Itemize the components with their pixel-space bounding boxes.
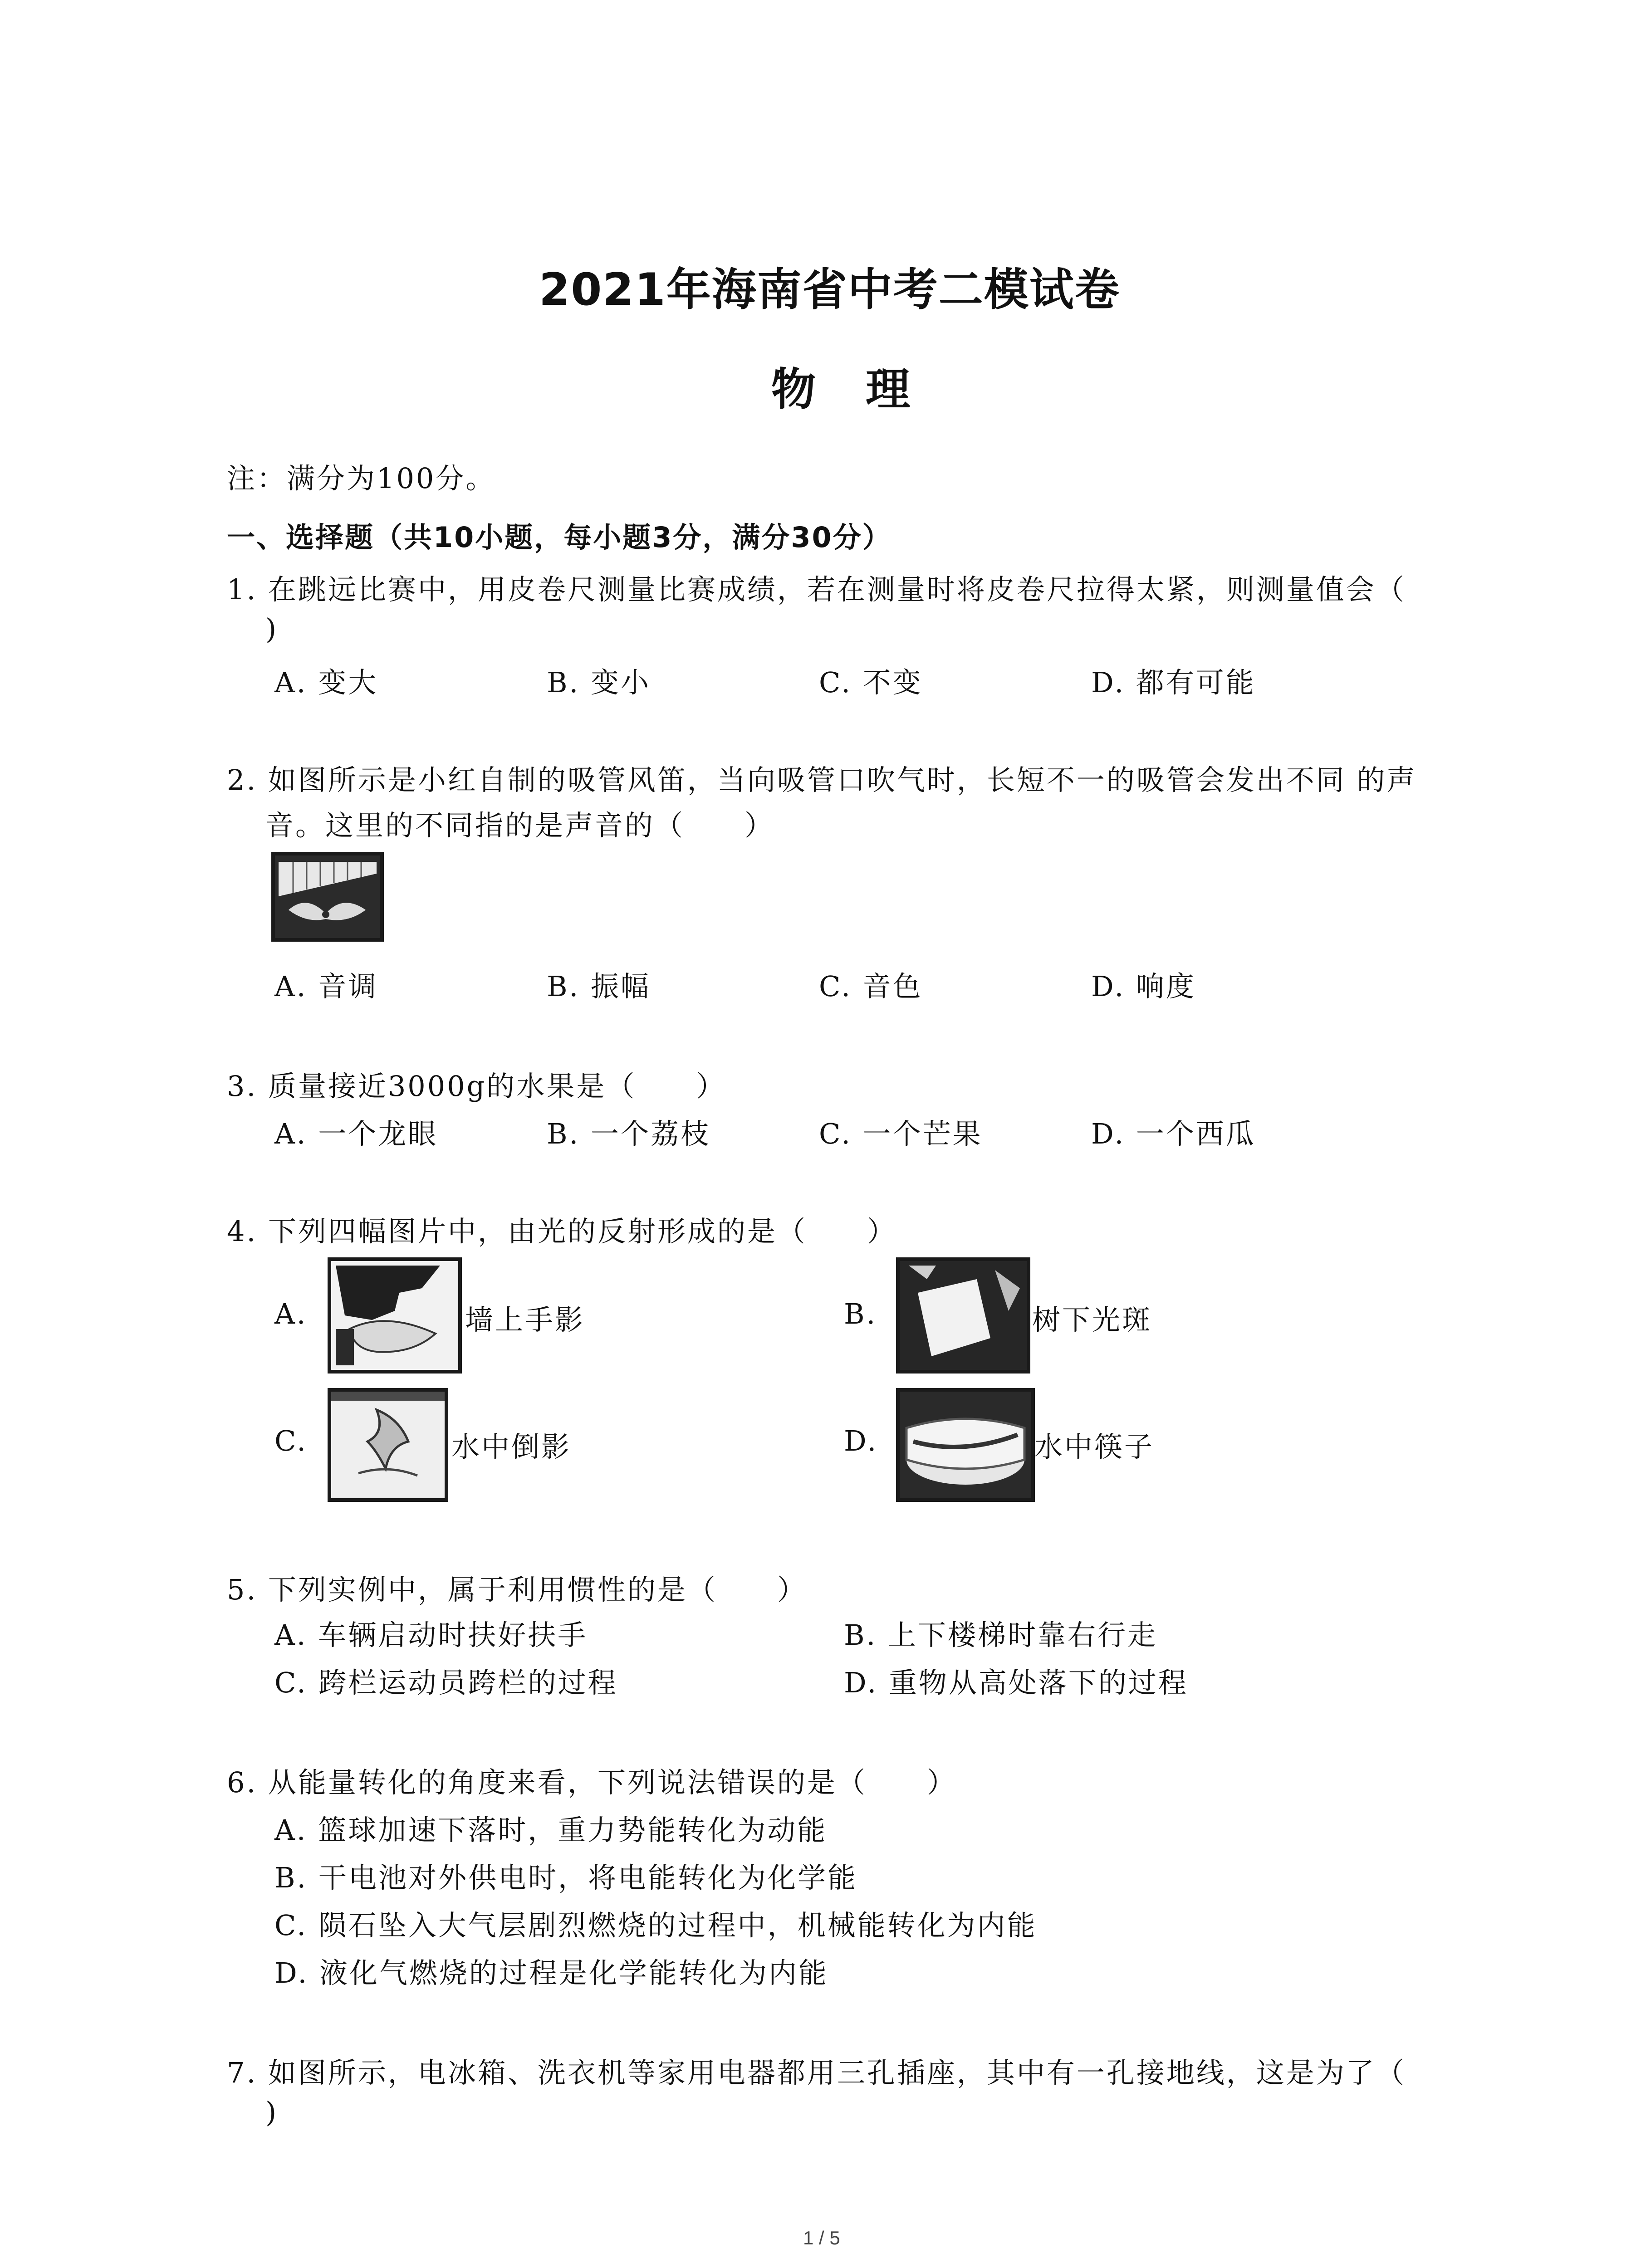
question-5-option-d: D. 重物从高处落下的过程 xyxy=(844,1666,1188,1699)
question-2-stem: 2. 如图所示是小红自制的吸管风笛，当向吸管口吹气时，长短不一的吸管会发出不同 的声 xyxy=(227,763,1417,797)
question-2-option-a: A. 音调 xyxy=(274,970,378,1003)
question-1-option-a: A. 变大 xyxy=(274,666,378,699)
question-1-option-c: C. 不变 xyxy=(819,666,923,699)
question-4-stem: 4. 下列四幅图片中，由光的反射形成的是（ ） xyxy=(227,1215,897,1248)
question-3-option-b: B. 一个荔枝 xyxy=(547,1117,710,1150)
question-6-option-d: D. 液化气燃烧的过程是化学能转化为内能 xyxy=(274,1956,828,1989)
question-3-option-d: D. 一个西瓜 xyxy=(1091,1117,1256,1150)
light-spot-image xyxy=(896,1257,1030,1374)
question-3-option-a: A. 一个龙眼 xyxy=(274,1117,438,1150)
question-5-option-b: B. 上下楼梯时靠右行走 xyxy=(844,1618,1157,1652)
question-6-stem: 6. 从能量转化的角度来看，下列说法错误的是（ ） xyxy=(227,1766,957,1799)
question-2-stem-cont: 音。这里的不同指的是声音的（ ） xyxy=(265,809,775,842)
question-7-stem-cont: ) xyxy=(265,2096,279,2129)
question-4-option-c-letter: C. xyxy=(274,1424,308,1457)
question-5-stem: 5. 下列实例中，属于利用惯性的是（ ） xyxy=(227,1573,807,1606)
question-2-option-b: B. 振幅 xyxy=(547,970,651,1003)
exam-subject: 物理 xyxy=(771,364,960,415)
question-6-option-b: B. 干电池对外供电时，将电能转化为化学能 xyxy=(274,1861,857,1894)
question-6-option-a: A. 篮球加速下落时，重力势能转化为动能 xyxy=(274,1813,828,1847)
question-3-stem: 3. 质量接近3000g的水果是（ ） xyxy=(227,1070,726,1103)
question-5-option-a: A. 车辆启动时扶好扶手 xyxy=(274,1618,588,1652)
hand-shadow-image xyxy=(328,1257,462,1374)
section-heading: 一、选择题（共10小题，每小题3分，满分30分） xyxy=(227,521,892,554)
question-4-option-b-letter: B. xyxy=(844,1297,877,1330)
question-7-stem: 7. 如图所示，电冰箱、洗衣机等家用电器都用三孔插座，其中有一孔接地线，这是为了（ xyxy=(227,2056,1406,2089)
question-3-option-c: C. 一个芒果 xyxy=(819,1117,983,1150)
panpipe-image xyxy=(271,852,384,942)
question-4-option-a-text: 墙上手影 xyxy=(465,1303,585,1336)
question-2-option-d: D. 响度 xyxy=(1091,970,1196,1003)
question-1-option-b: B. 变小 xyxy=(547,666,651,699)
question-6-option-c: C. 陨石坠入大气层剧烈燃烧的过程中，机械能转化为内能 xyxy=(274,1909,1037,1942)
question-1-stem-cont: ) xyxy=(265,612,279,645)
chopsticks-image xyxy=(896,1388,1035,1502)
question-4-option-a-letter: A. xyxy=(274,1297,308,1330)
question-4-option-b-text: 树下光斑 xyxy=(1032,1303,1152,1336)
question-1-stem: 1. 在跳远比赛中，用皮卷尺测量比赛成绩，若在测量时将皮卷尺拉得太紧，则测量值会（ xyxy=(227,573,1406,606)
question-2-option-c: C. 音色 xyxy=(819,970,923,1003)
question-4-option-d-text: 水中筷子 xyxy=(1034,1430,1155,1463)
question-4-option-d-letter: D. xyxy=(844,1424,878,1457)
question-4-option-c-text: 水中倒影 xyxy=(451,1430,572,1463)
question-1-option-d: D. 都有可能 xyxy=(1091,666,1256,699)
exam-title: 2021年海南省中考二模试卷 xyxy=(539,264,1120,316)
question-5-option-c: C. 跨栏运动员跨栏的过程 xyxy=(274,1666,618,1699)
reflection-image xyxy=(328,1388,448,1502)
page-number: 1 / 5 xyxy=(803,2227,840,2248)
score-note: 注：满分为100分。 xyxy=(227,462,496,495)
